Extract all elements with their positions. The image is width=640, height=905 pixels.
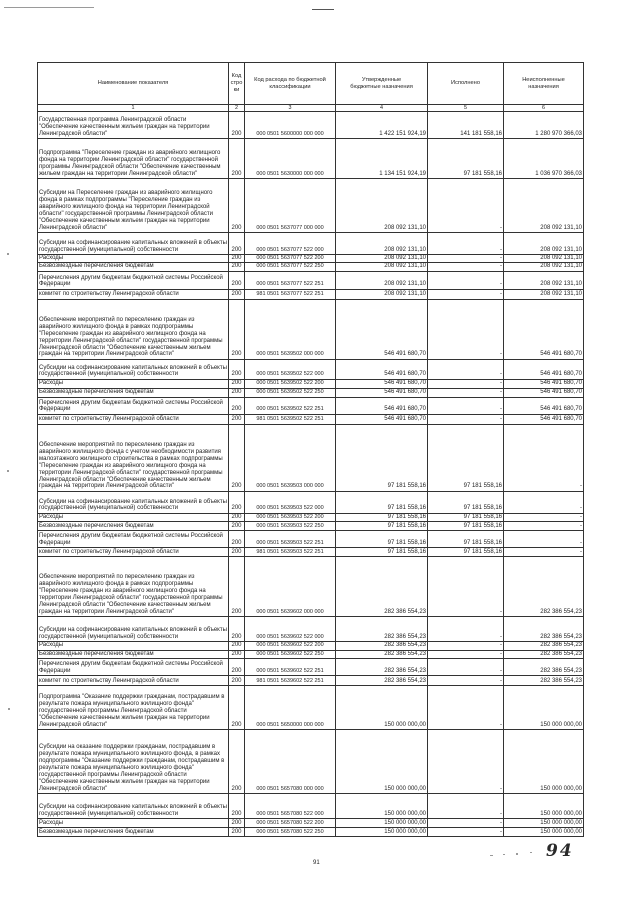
budget-classification-code: 000 0501 5637077 522 200: [245, 255, 336, 263]
header-indicator-name: Наименование показателя: [38, 63, 229, 105]
unexecuted-amount: 208 092 131,10: [504, 255, 584, 263]
unexecuted-amount: 208 092 131,10: [504, 289, 584, 299]
budget-classification-code: 981 0501 5639602 522 251: [245, 676, 336, 686]
executed-amount: -: [428, 263, 504, 271]
unexecuted-amount: 150 000 000,00: [504, 819, 584, 828]
budget-classification-code: 000 0501 5637077 522 250: [245, 263, 336, 271]
executed-amount: -: [428, 650, 504, 658]
unexecuted-amount: 546 491 680,70: [504, 388, 584, 397]
unexecuted-amount: -: [504, 513, 584, 521]
line-code: 200: [229, 397, 245, 414]
executed-amount: -: [428, 379, 504, 388]
table-row: [38, 730, 584, 794]
budget-classification-code: 000 0501 5639602 522 250: [245, 650, 336, 658]
stamp-dot-mark: [530, 852, 532, 853]
line-code: 200: [229, 299, 245, 359]
approved-amount: 282 386 554,23: [336, 617, 428, 642]
approved-amount: 208 092 131,10: [336, 289, 428, 299]
indicator-name: Перечисления другим бюджетам бюджетной системы Российской Федерации: [38, 659, 229, 676]
executed-amount: -: [428, 397, 504, 414]
executed-amount: -: [428, 828, 504, 837]
handwritten-page-stamp: 94: [546, 841, 574, 861]
line-code: 200: [229, 359, 245, 379]
budget-classification-code: 000 0501 5639502 522 250: [245, 388, 336, 397]
table-row: [38, 112, 584, 139]
header-row: [38, 63, 584, 105]
approved-amount: 208 092 131,10: [336, 179, 428, 233]
stamp-dot-mark: [516, 853, 518, 855]
budget-classification-code: 000 0501 5639502 522 000: [245, 359, 336, 379]
approved-amount: 208 092 131,10: [336, 263, 428, 271]
approved-amount: 97 181 558,16: [336, 531, 428, 548]
line-code: 200: [229, 531, 245, 548]
line-code: 200: [229, 557, 245, 617]
indicator-name: Государственная программа Ленинградской области "Обеспечение качественным жильем граждан на территории Ленинградской области": [38, 112, 229, 139]
unexecuted-amount: -: [504, 522, 584, 531]
unexecuted-amount: 546 491 680,70: [504, 299, 584, 359]
budget-execution-table: [37, 62, 584, 837]
line-code: 200: [229, 112, 245, 139]
budget-classification-code: 000 0501 5639503 522 251: [245, 531, 336, 548]
table-row: [38, 642, 584, 650]
approved-amount: 546 491 680,70: [336, 397, 428, 414]
approved-amount: 97 181 558,16: [336, 513, 428, 521]
line-code: 200: [229, 730, 245, 794]
line-code: 200: [229, 548, 245, 557]
table-row: [38, 233, 584, 255]
table-row: [38, 263, 584, 271]
unexecuted-amount: 282 386 554,23: [504, 557, 584, 617]
line-code: 200: [229, 686, 245, 730]
budget-classification-code: 000 0501 5639602 000 000: [245, 557, 336, 617]
approved-amount: 546 491 680,70: [336, 414, 428, 424]
scan-line-mark: [4, 7, 94, 8]
unexecuted-amount: 208 092 131,10: [504, 263, 584, 271]
indicator-name: Субсидии на софинансирование капитальных вложений в объекты государственной (муниципальной) собственности: [38, 233, 229, 255]
table-row: [38, 424, 584, 491]
executed-amount: -: [428, 676, 504, 686]
executed-amount: -: [428, 659, 504, 676]
approved-amount: 97 181 558,16: [336, 548, 428, 557]
budget-classification-code: 000 0501 5639602 522 251: [245, 659, 336, 676]
executed-amount: 97 181 558,16: [428, 531, 504, 548]
line-code: 200: [229, 522, 245, 531]
executed-amount: 97 181 558,16: [428, 522, 504, 531]
indicator-name: Расходы: [38, 379, 229, 388]
line-code: 200: [229, 139, 245, 179]
unexecuted-amount: 208 092 131,10: [504, 179, 584, 233]
line-code: 200: [229, 794, 245, 819]
column-number: 2: [229, 105, 245, 112]
indicator-name: Субсидии на софинансирование капитальных вложений в объекты государственной (муниципальной) собственности: [38, 359, 229, 379]
line-code: 200: [229, 424, 245, 491]
table-row: [38, 548, 584, 557]
indicator-name: Подпрограмма "Оказание поддержки гражданам, пострадавшим в результате пожара муниципального жилищного фонда" государственной программы Ленинградской области "Обеспечение качественным жильем граждан на территории Ленинградской области": [38, 686, 229, 730]
column-number-row: [38, 105, 584, 112]
approved-amount: 282 386 554,23: [336, 557, 428, 617]
indicator-name: комитет по строительству Ленинградской области: [38, 676, 229, 686]
column-number: 1: [38, 105, 229, 112]
unexecuted-amount: 546 491 680,70: [504, 379, 584, 388]
unexecuted-amount: 208 092 131,10: [504, 271, 584, 289]
indicator-name: Субсидии на софинансирование капитальных вложений в объекты государственной (муниципальной) собственности: [38, 491, 229, 513]
approved-amount: 282 386 554,23: [336, 659, 428, 676]
executed-amount: -: [428, 271, 504, 289]
indicator-name: Расходы: [38, 513, 229, 521]
table-row: [38, 531, 584, 548]
approved-amount: 208 092 131,10: [336, 271, 428, 289]
margin-dot-mark: [8, 708, 10, 710]
executed-amount: -: [428, 388, 504, 397]
line-code: 200: [229, 289, 245, 299]
executed-amount: -: [428, 819, 504, 828]
indicator-name: Безвозмездные перечисления бюджетам: [38, 522, 229, 531]
scan-dash-mark: [312, 9, 334, 10]
approved-amount: 546 491 680,70: [336, 359, 428, 379]
table-row: [38, 513, 584, 521]
budget-classification-code: 000 0501 5639502 522 251: [245, 397, 336, 414]
approved-amount: 97 181 558,16: [336, 491, 428, 513]
executed-amount: 97 181 558,16: [428, 139, 504, 179]
budget-classification-code: 000 0501 5637077 522 000: [245, 233, 336, 255]
approved-amount: 1 134 151 924,19: [336, 139, 428, 179]
budget-classification-code: 000 0501 5650000 000 000: [245, 686, 336, 730]
unexecuted-amount: 150 000 000,00: [504, 794, 584, 819]
line-code: 200: [229, 513, 245, 521]
approved-amount: 282 386 554,23: [336, 650, 428, 658]
line-code: 200: [229, 271, 245, 289]
table-row: [38, 650, 584, 658]
approved-amount: 546 491 680,70: [336, 379, 428, 388]
unexecuted-amount: 208 092 131,10: [504, 233, 584, 255]
unexecuted-amount: 546 491 680,70: [504, 359, 584, 379]
budget-classification-code: 000 0501 5600000 000 000: [245, 112, 336, 139]
executed-amount: -: [428, 359, 504, 379]
line-code: 200: [229, 491, 245, 513]
indicator-name: Обеспечение мероприятий по переселению граждан из аварийного жилищного фонда в рамках подпрограммы "Переселение граждан из аварийного жилищного фонда на территории Ленинградской области" государственной программы Ленинградской области "Обеспечение качественным жильем граждан на территории Ленинградской области": [38, 299, 229, 359]
unexecuted-amount: 282 386 554,23: [504, 676, 584, 686]
header-budget-code: Код расхода по бюджетной классификации: [245, 63, 336, 105]
indicator-name: Безвозмездные перечисления бюджетам: [38, 263, 229, 271]
budget-classification-code: 000 0501 5630000 000 000: [245, 139, 336, 179]
executed-amount: -: [428, 617, 504, 642]
approved-amount: 282 386 554,23: [336, 642, 428, 650]
budget-classification-code: 000 0501 5639503 522 200: [245, 513, 336, 521]
unexecuted-amount: 1 036 970 366,03: [504, 139, 584, 179]
stamp-dot-mark: [490, 855, 493, 856]
table-row: [38, 686, 584, 730]
table-row: [38, 557, 584, 617]
column-number: 5: [428, 105, 504, 112]
approved-amount: 208 092 131,10: [336, 255, 428, 263]
column-number: 6: [504, 105, 584, 112]
page-number: 91: [313, 860, 320, 866]
line-code: 200: [229, 819, 245, 828]
table-row: [38, 397, 584, 414]
line-code: 200: [229, 414, 245, 424]
approved-amount: 150 000 000,00: [336, 686, 428, 730]
approved-amount: 1 422 151 924,19: [336, 112, 428, 139]
executed-amount: -: [428, 557, 504, 617]
header-unexecuted: Неисполненные назначения: [504, 63, 584, 105]
approved-amount: 150 000 000,00: [336, 794, 428, 819]
budget-classification-code: 000 0501 5637077 000 000: [245, 179, 336, 233]
unexecuted-amount: -: [504, 548, 584, 557]
table-row: [38, 491, 584, 513]
table-row: [38, 379, 584, 388]
table-row: [38, 255, 584, 263]
executed-amount: -: [428, 179, 504, 233]
executed-amount: -: [428, 255, 504, 263]
indicator-name: Перечисления другим бюджетам бюджетной системы Российской Федерации: [38, 531, 229, 548]
indicator-name: Расходы: [38, 255, 229, 263]
executed-amount: 97 181 558,16: [428, 548, 504, 557]
table-row: [38, 289, 584, 299]
header-approved: Утвержденные бюджетные назначения: [336, 63, 428, 105]
line-code: 200: [229, 676, 245, 686]
unexecuted-amount: -: [504, 531, 584, 548]
budget-classification-code: 000 0501 5639503 522 250: [245, 522, 336, 531]
indicator-name: Безвозмездные перечисления бюджетам: [38, 388, 229, 397]
margin-dot-mark: [7, 470, 9, 472]
indicator-name: Подпрограмма "Переселение граждан из аварийного жилищного фонда на территории Ленинградской области" государственной программы Ленинградской области "Обеспечение качественным жильем граждан на территории Ленинградской области": [38, 139, 229, 179]
approved-amount: 97 181 558,16: [336, 424, 428, 491]
table-row: [38, 794, 584, 819]
table-row: [38, 359, 584, 379]
approved-amount: 150 000 000,00: [336, 819, 428, 828]
table-row: [38, 179, 584, 233]
budget-classification-code: 000 0501 5637077 522 251: [245, 271, 336, 289]
table-row: [38, 828, 584, 837]
unexecuted-amount: 282 386 554,23: [504, 650, 584, 658]
indicator-name: Расходы: [38, 642, 229, 650]
approved-amount: 282 386 554,23: [336, 676, 428, 686]
executed-amount: 141 181 558,16: [428, 112, 504, 139]
header-line-code: Код строки: [229, 63, 245, 105]
budget-classification-code: 981 0501 5639502 522 251: [245, 414, 336, 424]
unexecuted-amount: 282 386 554,23: [504, 659, 584, 676]
executed-amount: 97 181 558,16: [428, 491, 504, 513]
line-code: 200: [229, 659, 245, 676]
budget-classification-code: 000 0501 5639602 522 200: [245, 642, 336, 650]
budget-classification-code: 000 0501 5657080 522 250: [245, 828, 336, 837]
line-code: 200: [229, 379, 245, 388]
budget-classification-code: 000 0501 5657080 000 000: [245, 730, 336, 794]
approved-amount: 150 000 000,00: [336, 730, 428, 794]
executed-amount: -: [428, 794, 504, 819]
budget-classification-code: 000 0501 5639602 522 000: [245, 617, 336, 642]
unexecuted-amount: 546 491 680,70: [504, 397, 584, 414]
executed-amount: 97 181 558,16: [428, 424, 504, 491]
executed-amount: -: [428, 289, 504, 299]
unexecuted-amount: 150 000 000,00: [504, 686, 584, 730]
executed-amount: -: [428, 730, 504, 794]
table-row: [38, 414, 584, 424]
unexecuted-amount: 282 386 554,23: [504, 617, 584, 642]
approved-amount: 97 181 558,16: [336, 522, 428, 531]
indicator-name: комитет по строительству Ленинградской области: [38, 289, 229, 299]
approved-amount: 208 092 131,10: [336, 233, 428, 255]
executed-amount: -: [428, 233, 504, 255]
budget-classification-code: 000 0501 5639502 522 200: [245, 379, 336, 388]
indicator-name: комитет по строительству Ленинградской области: [38, 414, 229, 424]
column-number: 4: [336, 105, 428, 112]
unexecuted-amount: 546 491 680,70: [504, 414, 584, 424]
unexecuted-amount: 282 386 554,23: [504, 642, 584, 650]
budget-classification-code: 000 0501 5639502 000 000: [245, 299, 336, 359]
line-code: 200: [229, 263, 245, 271]
budget-classification-code: 981 0501 5637077 522 251: [245, 289, 336, 299]
indicator-name: Обеспечение мероприятий по переселению граждан из аварийного жилищного фонда с учетом необходимости развития малоэтажного жилищного строительства в рамках подпрограммы "Переселение граждан из аварийного жилищного фонда на территории Ленинградской области" государственной программы Ленинградской области "Обеспечение качественным жильем граждан на территории Ленинградской области": [38, 424, 229, 491]
table-row: [38, 617, 584, 642]
line-code: 200: [229, 255, 245, 263]
approved-amount: 150 000 000,00: [336, 828, 428, 837]
executed-amount: -: [428, 642, 504, 650]
line-code: 200: [229, 617, 245, 642]
executed-amount: 97 181 558,16: [428, 513, 504, 521]
executed-amount: -: [428, 299, 504, 359]
budget-classification-code: 000 0501 5639503 522 000: [245, 491, 336, 513]
indicator-name: Расходы: [38, 819, 229, 828]
unexecuted-amount: -: [504, 424, 584, 491]
table-row: [38, 388, 584, 397]
line-code: 200: [229, 388, 245, 397]
line-code: 200: [229, 179, 245, 233]
table-row: [38, 271, 584, 289]
line-code: 200: [229, 642, 245, 650]
table-row: [38, 676, 584, 686]
table-row: [38, 299, 584, 359]
budget-classification-code: 000 0501 5639503 000 000: [245, 424, 336, 491]
line-code: 200: [229, 828, 245, 837]
unexecuted-amount: -: [504, 491, 584, 513]
indicator-name: Субсидии на Переселение граждан из аварийного жилищного фонда в рамках подпрограммы "Переселение граждан из аварийного жилищного фонда на территории Ленинградской области" государственной программы Ленинградской области "Обеспечение качественным жильем граждан на территории Ленинградской области": [38, 179, 229, 233]
indicator-name: Субсидии на софинансирование капитальных вложений в объекты государственной (муниципальной) собственности: [38, 794, 229, 819]
stamp-dot-mark: [503, 854, 505, 855]
indicator-name: Безвозмездные перечисления бюджетам: [38, 650, 229, 658]
line-code: 200: [229, 233, 245, 255]
table-body: [38, 112, 584, 837]
approved-amount: 546 491 680,70: [336, 388, 428, 397]
indicator-name: Перечисления другим бюджетам бюджетной системы Российской Федерации: [38, 271, 229, 289]
table-row: [38, 139, 584, 179]
unexecuted-amount: 150 000 000,00: [504, 730, 584, 794]
executed-amount: -: [428, 686, 504, 730]
unexecuted-amount: 150 000 000,00: [504, 828, 584, 837]
column-number: 3: [245, 105, 336, 112]
budget-classification-code: 000 0501 5657080 522 200: [245, 819, 336, 828]
indicator-name: Безвозмездные перечисления бюджетам: [38, 828, 229, 837]
margin-dot-mark: [7, 253, 9, 255]
header-executed: Исполнено: [428, 63, 504, 105]
approved-amount: 546 491 680,70: [336, 299, 428, 359]
indicator-name: комитет по строительству Ленинградской области: [38, 548, 229, 557]
budget-classification-code: 000 0501 5657080 522 000: [245, 794, 336, 819]
budget-classification-code: 981 0501 5639503 522 251: [245, 548, 336, 557]
indicator-name: Перечисления другим бюджетам бюджетной системы Российской Федерации: [38, 397, 229, 414]
unexecuted-amount: 1 280 970 366,03: [504, 112, 584, 139]
executed-amount: -: [428, 414, 504, 424]
table-row: [38, 819, 584, 828]
table-row: [38, 522, 584, 531]
table-row: [38, 659, 584, 676]
indicator-name: Обеспечение мероприятий по переселению граждан из аварийного жилищного фонда в рамках подпрограммы "Переселение граждан из аварийного жилищного фонда на территории Ленинградской области" государственной программы Ленинградской области "Обеспечение качественным жильем граждан на территории Ленинградской области": [38, 557, 229, 617]
line-code: 200: [229, 650, 245, 658]
indicator-name: Субсидии на софинансирование капитальных вложений в объекты государственной (муниципальной) собственности: [38, 617, 229, 642]
indicator-name: Субсидии на оказание поддержки гражданам, пострадавшим в результате пожара муниципального жилищного фонда, в рамках подпрограммы "Оказание поддержки гражданам, пострадавшим в результате пожара муниципального жилищного фонда" государственной программы Ленинградской области "Обеспечение качественным жильем граждан на территории Ленинградской области": [38, 730, 229, 794]
